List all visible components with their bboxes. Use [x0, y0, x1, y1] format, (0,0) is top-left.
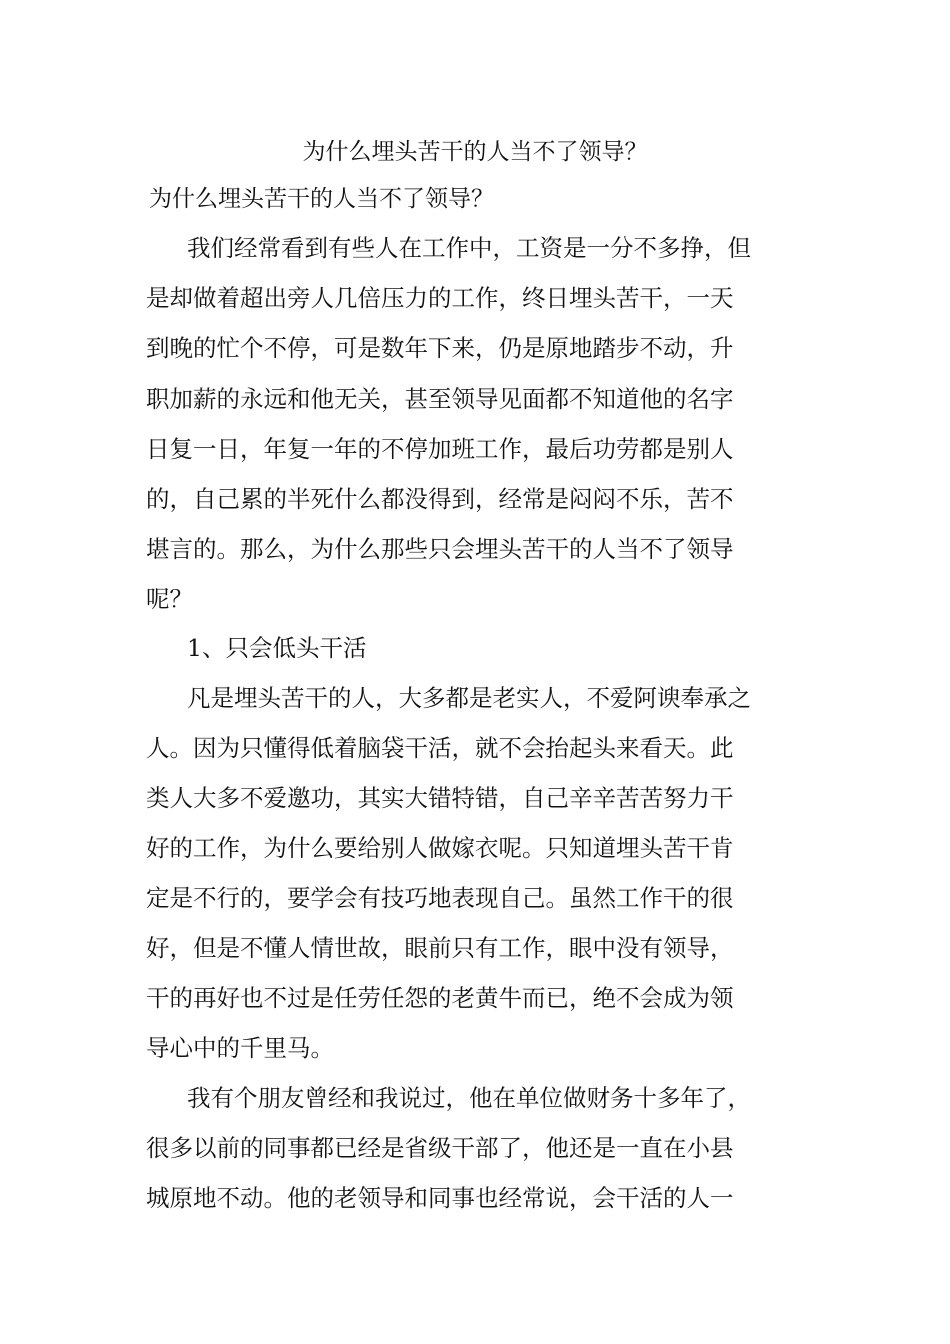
paragraph-line: 好的工作，为什么要给别人做嫁衣呢。只知道埋头苦干肯 [146, 834, 734, 862]
document-subtitle: 为什么埋头苦干的人当不了领导？ [149, 186, 494, 212]
paragraph-line: 职加薪的永远和他无关，甚至领导见面都不知道他的名字 [146, 385, 734, 413]
paragraph-line: 呢？ [146, 585, 193, 613]
paragraph-line: 日复一日，年复一年的不停加班工作，最后功劳都是别人 [146, 435, 734, 463]
paragraph-line: 导心中的千里马。 [146, 1034, 334, 1062]
paragraph-line: 很多以前的同事都已经是省级干部了，他还是一直在小县 [146, 1134, 734, 1162]
paragraph-line: 是却做着超出旁人几倍压力的工作，终日埋头苦干，一天 [146, 284, 734, 312]
paragraph-line: 好，但是不懂人情世故，眼前只有工作，眼中没有领导， [146, 934, 734, 962]
paragraph-line: 人。因为只懂得低着脑袋干活，就不会抬起头来看天。此 [146, 734, 734, 762]
paragraph-line: 到晚的忙个不停，可是数年下来，仍是原地踏步不动，升 [146, 334, 734, 362]
paragraph-line: 我有个朋友曾经和我说过，他在单位做财务十多年了， [187, 1084, 751, 1112]
paragraph-line: 城原地不动。他的老领导和同事也经常说，会干活的人一 [146, 1184, 734, 1212]
paragraph-line: 干的再好也不过是任劳任怨的老黄牛而已，绝不会成为领 [146, 984, 734, 1012]
paragraph-line: 凡是埋头苦干的人，大多都是老实人，不爱阿谀奉承之 [187, 684, 751, 712]
document-title: 为什么埋头苦干的人当不了领导？ [302, 139, 648, 165]
section-heading: 1、只会低头干活 [187, 634, 367, 662]
paragraph-line: 定是不行的，要学会有技巧地表现自己。虽然工作干的很 [146, 884, 734, 912]
paragraph-line: 我们经常看到有些人在工作中，工资是一分不多挣，但 [187, 234, 751, 262]
paragraph-line: 类人大多不爱邀功，其实大错特错，自己辛辛苦苦努力干 [146, 784, 734, 812]
paragraph-line: 的，自己累的半死什么都没得到，经常是闷闷不乐，苦不 [146, 485, 734, 513]
paragraph-line: 堪言的。那么，为什么那些只会埋头苦干的人当不了领导 [146, 535, 734, 563]
